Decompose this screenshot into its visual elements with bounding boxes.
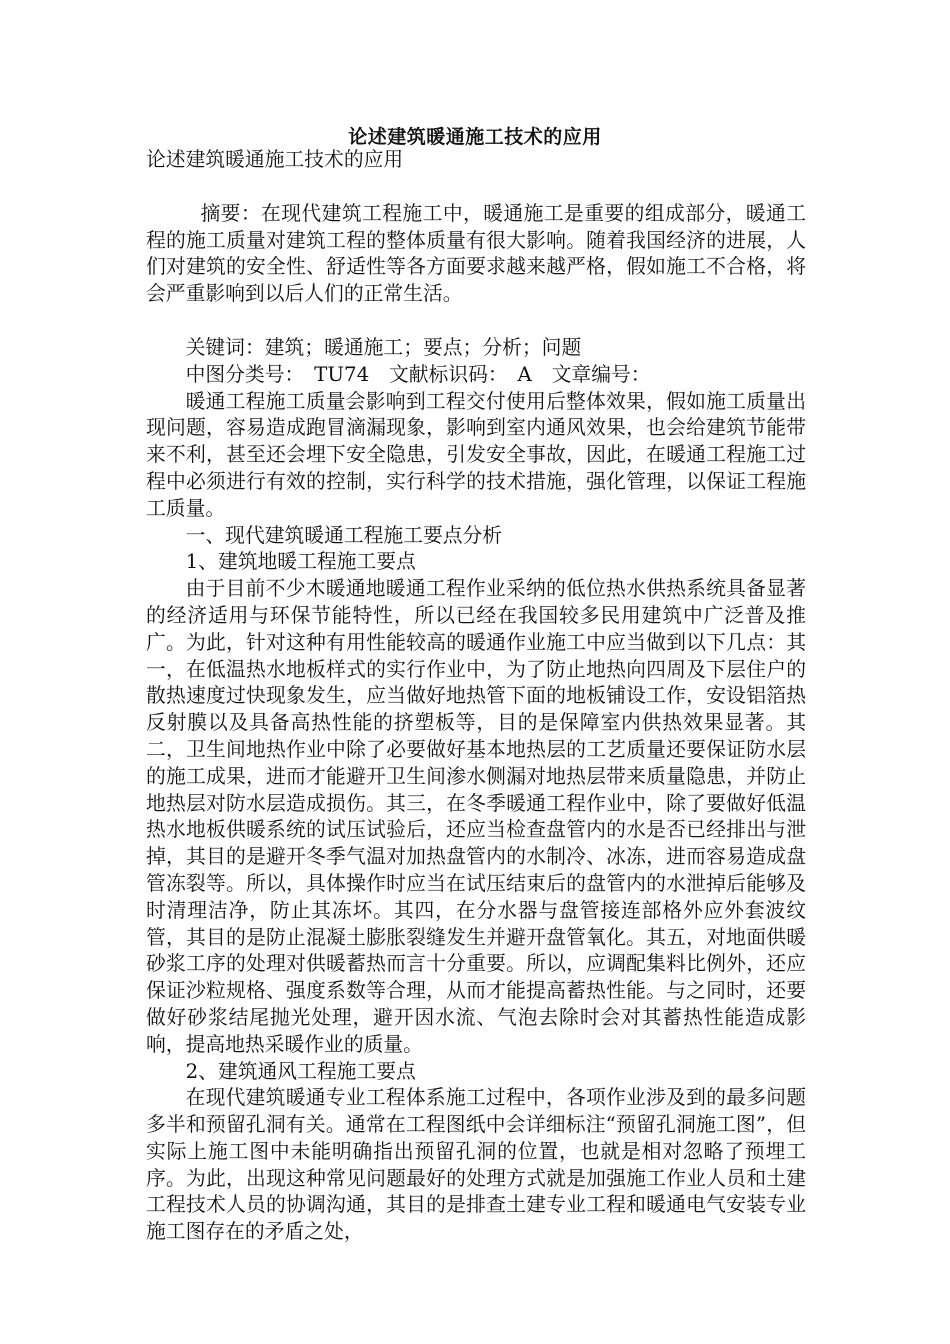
document-title: 论述建筑暖通施工技术的应用 <box>348 126 602 148</box>
abstract-paragraph: 摘要：在现代建筑工程施工中，暖通施工是重要的组成部分，暖通工程的施工质量对建筑工程的整体质量有很大影响。随着我国经济的进展，人们对建筑的安全性、舒适性等各方面要求越来越严格，假如施工不合格，将会严重影响到以后人们的正常生活。 <box>146 201 806 306</box>
subsection-heading-2: 2、建筑通风工程施工要点 <box>185 1059 416 1083</box>
body-paragraph-1: 由于目前不少木暖通地暖通工程作业采纳的低位热水供热系统具备显著的经济适用与环保节能特性，所以已经在我国较多民用建筑中广泛普及推广。为此，针对这种有用性能较高的暖通作业施工中应当做到以下几点：其一，在低温热水地板样式的实行作业中，为了防止地热向四周及下层住户的散热速度过快现象发生，应当做好地热管下面的地板铺设工作，安设铝箔热反射膜以及具备高热性能的挤塑板等，目的是保障室内供热效果显著。其二，卫生间地热作业中除了必要做好基本地热层的工艺质量还要保证防水层的施工成果，进而才能避开卫生间渗水侧漏对地热层带来质量隐患，并防止地热层对防水层造成损伤。其三，在冬季暖通工程作业中，除了要做好低温热水地板供暖系统的试压试验后，还应当检查盘管内的水是否已经排出与泄掉，其目的是避开冬季气温对加热盘管内的水制冷、冰冻，进而容易造成盘管冻裂等。所以，具体操作时应当在试压结束后的盘管内的水泄掉后能够及时清理洁净，防止其冻坏。其四，在分水器与盘管接连部格外应外套波纹管，其目的是防止混凝土膨胀裂缝发生并避开盘管氧化。其五，对地面供暖砂浆工序的处理对供暖蓄热而言十分重要。所以，应调配集料比例外，还应保证沙粒规格、强度系数等合理，从而才能提高蓄热性能。与之同时，还要做好砂浆结尾抛光处理，避开因水流、气泡去除时会对其蓄热性能造成影响，提高地热采暖作业的质量。 <box>146 577 806 1056</box>
keywords-line: 关键词：建筑；暖通施工；要点；分析；问题 <box>185 335 582 359</box>
subsection-heading-1: 1、建筑地暖工程施工要点 <box>185 550 416 574</box>
intro-paragraph: 暖通工程施工质量会影响到工程交付使用后整体效果，假如施工质量出现问题，容易造成跑冒滴漏现象，影响到室内通风效果，也会给建筑节能带来不利，甚至还会埋下安全隐患，引发安全事故，因此，在暖通工程施工过程中必须进行有效的控制，实行科学的技术措施，强化管理，以保证工程施工质量。 <box>146 389 806 520</box>
body-paragraph-2: 在现代建筑暖通专业工程体系施工过程中，各项作业涉及到的最多问题多半和预留孔洞有关。通常在工程图纸中会详细标注“预留孔洞施工图”，但实际上施工图中未能明确指出预留孔洞的位置，也就是相对忽略了预埋工序。为此，出现这种常见问题最好的处理方式就是加强施工作业人员和土建工程技术人员的协调沟通，其目的是排查土建专业工程和暖通电气安装专业施工图存在的矛盾之处， <box>146 1086 806 1244</box>
blank-line <box>146 174 806 201</box>
blank-line <box>146 308 806 335</box>
document-body <box>146 147 806 1246</box>
section-heading-1: 一、现代建筑暖通工程施工要点分析 <box>185 523 503 547</box>
document-subtitle: 论述建筑暖通施工技术的应用 <box>146 148 404 171</box>
classification-line: 中图分类号： TU74 文献标识码： A 文章编号： <box>185 362 651 386</box>
